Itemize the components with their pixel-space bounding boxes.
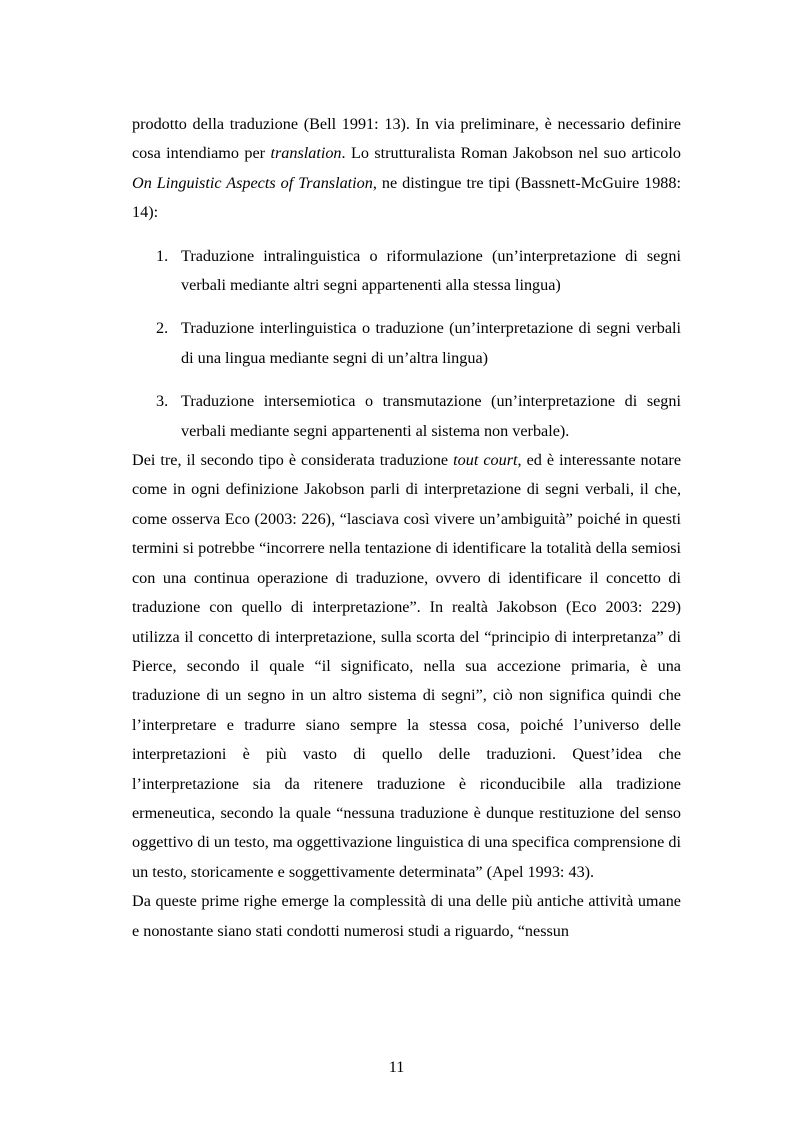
list-item [132, 387, 681, 446]
list-item-number: 3. [156, 392, 169, 411]
paragraph-intro-text-3: , ne distingue tre tipi (Bassnett-McGuire 1988: 14): [132, 173, 681, 222]
paragraph-intro-text-2: . Lo strutturalista Roman Jakobson nel suo articolo [341, 144, 681, 163]
paragraph-discussion-text-2: , ed è interessante notare come in ogni definizione Jakobson parli di interpretazione di segni verbali, il che, come osserva Eco (2003: 226), “lasciava così vivere un’ambiguità” poiché in questi termini si potrebbe “incorrere nella tentazione di identificare la totalità della semiosi con una continua operazione di traduzione, ovvero di identificare il concetto di traduzione con quello di interpretazione”. In realtà Jakobson (Eco 2003: 229) utilizza il concetto di interpretazione, sulla scorta del “principio di interpretanza” di Pierce, secondo il quale “il significato, nella sua accezione primaria, è una traduzione di un segno in un altro sistema di segni”, ciò non significa quindi che l’interpretare e tradurre siano sempre la stessa cosa, poiché l’universo delle interpretazioni è più vasto di quello delle traduzioni. Quest’idea che l’interpretazione sia da ritenere traduzione è riconducibile alla tradizione ermeneutica, secondo la quale “nessuna traduzione è dunque restituzione del senso oggettivo di un testo, ma oggettivazione linguistica di una specifica comprensione di un testo, storicamente e soggettivamente determinata” (Apel 1993: 43). [132, 451, 682, 881]
list-item-text: Traduzione intralinguistica o riformulazione (un’interpretazione di segni verbali mediante altri segni appartenenti alla stessa lingua) [181, 246, 681, 295]
paragraph-conclusion-text: Da queste prime righe emerge la complessità di una delle più antiche attività umane e nonostante siano stati condotti numerosi studi a riguardo, “nessun [132, 892, 681, 940]
page-number: 11 [388, 1058, 405, 1076]
paragraph-intro-text-1: prodotto della traduzione (Bell 1991: 13). In via preliminare, è necessario definire cosa intendiamo per [132, 115, 681, 163]
article-title: On Linguistic Aspects of Translation [132, 173, 373, 192]
list-item [132, 314, 681, 373]
translation-types-list [132, 242, 681, 446]
list-item-text: Traduzione intersemiotica o transmutazione (un’interpretazione di segni verbali mediante segni appartenenti al sistema non verbale). [181, 392, 681, 440]
term-tout-court: tout court [453, 451, 518, 470]
paragraph-conclusion [132, 887, 681, 946]
list-item [132, 242, 681, 301]
paragraph-discussion [132, 446, 681, 887]
list-item-number: 1. [156, 246, 169, 265]
page-body [132, 110, 681, 946]
paragraph-intro [132, 110, 681, 228]
list-item-number: 2. [156, 319, 169, 338]
list-item-text: Traduzione interlinguistica o traduzione (un’interpretazione di segni verbali di una lingua mediante segni di un’altra lingua) [181, 319, 681, 367]
paragraph-discussion-text-1: Dei tre, il secondo tipo è considerata traduzione [132, 451, 454, 470]
term-translation: translation [270, 144, 342, 163]
